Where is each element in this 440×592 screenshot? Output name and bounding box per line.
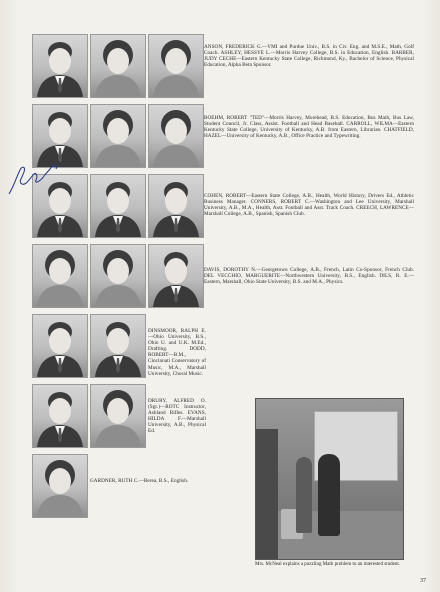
photo-dodd xyxy=(90,314,146,378)
photo-dinsmoor xyxy=(32,314,88,378)
portrait-dodd xyxy=(91,315,145,377)
photo-caption: Mrs. McNeal explains a puzzling Math problem to an interested student. xyxy=(255,562,400,567)
photo-delvecchio xyxy=(90,244,146,308)
photo-drury xyxy=(32,384,88,448)
photo-dils xyxy=(148,244,204,308)
portrait-gardner xyxy=(33,455,87,517)
bio-drury-evans: DRURY, ALFRED O. (Sgt.)—ROTC Instructor, Ashland Rifles. EVANS, HILDA F.—Marshall University, A.B., Physical Ed. xyxy=(148,398,206,435)
portrait-davis xyxy=(33,245,87,307)
portrait-dinsmoor xyxy=(33,315,87,377)
portrait-ashley xyxy=(91,35,145,97)
photo-conners xyxy=(90,174,146,238)
portrait-dils xyxy=(149,245,203,307)
portrait-conners xyxy=(91,175,145,237)
bio-cohen-conners-creech: COHEN, ROBERT—Eastern State College, A.B., Health, World History, Drivers Ed., Athletic Business Manager. CONNERS, ROBERT C.—Washington and Lee University, Marshall University, A.B., M.A., Health, Asst. Football and Asst. Track Coach. CREECH, LAWRENCE—Marshall College, A.B., Spanish, Spanish Club. xyxy=(204,193,414,218)
photo-evans xyxy=(90,384,146,448)
portrait-drury xyxy=(33,385,87,447)
portrait-anson xyxy=(33,35,87,97)
portrait-carroll xyxy=(91,105,145,167)
photo-carroll xyxy=(90,104,146,168)
photo-ashley xyxy=(90,34,146,98)
photo-gardner xyxy=(32,454,88,518)
bio-anson-ashley-barber: ANSON, FREDERICK G.—VMI and Purdue Univ., B.S. in Civ. Eng. and M.S.E., Math, Golf Coach. ASHLEY, HESSYE L.—Morris Harvey College, B.S. in Education, English. BARBER, JUDY CECHE—Eastern Kentucky State College, Richmond, Ky., Bachelor of Science, Physical Education, Alpha Beta Sponsor. xyxy=(204,44,414,69)
photo-creech xyxy=(148,174,204,238)
bio-davis-delvecchio-dils: DAVIS, DOROTHY N.—Georgetown College, A.B., French, Latin Co-Sponsor, French Club. DEL VECCHIO, MARGUERITE—Northwestern University, B.S., English. DILS, R. E.—Eastern, Marshall, Ohio State University, B.S. and M.A., Physics. xyxy=(204,267,414,286)
handwritten-signature xyxy=(6,156,60,200)
photo-barber xyxy=(148,34,204,98)
photo-anson xyxy=(32,34,88,98)
photo-chatfield xyxy=(148,104,204,168)
bio-dinsmoor-dodd: DINSMOOR, RALPH E.—Ohio University, B.S., Ohio U. and U.K. M.Ed., Drafting. DODD, ROBERT—B.M., Cincinnati Conservatory of Music, M.A., Marshall University, Choral Music. xyxy=(148,328,206,377)
classroom-candid-photo xyxy=(255,398,404,560)
portrait-creech xyxy=(149,175,203,237)
portrait-barber xyxy=(149,35,203,97)
bio-gardner: GARDNER, RUTH C.—Berea, B.S., English. xyxy=(90,478,189,484)
portrait-evans xyxy=(91,385,145,447)
portrait-delvecchio xyxy=(91,245,145,307)
portrait-chatfield xyxy=(149,105,203,167)
photo-davis xyxy=(32,244,88,308)
bio-boehm-carroll-chatfield: BOEHM, ROBERT "TED"—Morris Harvey, Morehead, B.S. Education, Bus Math, Bus Law, Student Council, Jr. Class, Assist. Football and Head Baseball. CARROLL, WILMA—Eastern Kentucky State College, University of Kentucky, A.B. from Eastern, Librarian. CHATFIELD, HAZEL—University of Kentucky, A.B., Office Practice and Typewriting. xyxy=(204,115,414,140)
page-number: 37 xyxy=(420,578,426,584)
